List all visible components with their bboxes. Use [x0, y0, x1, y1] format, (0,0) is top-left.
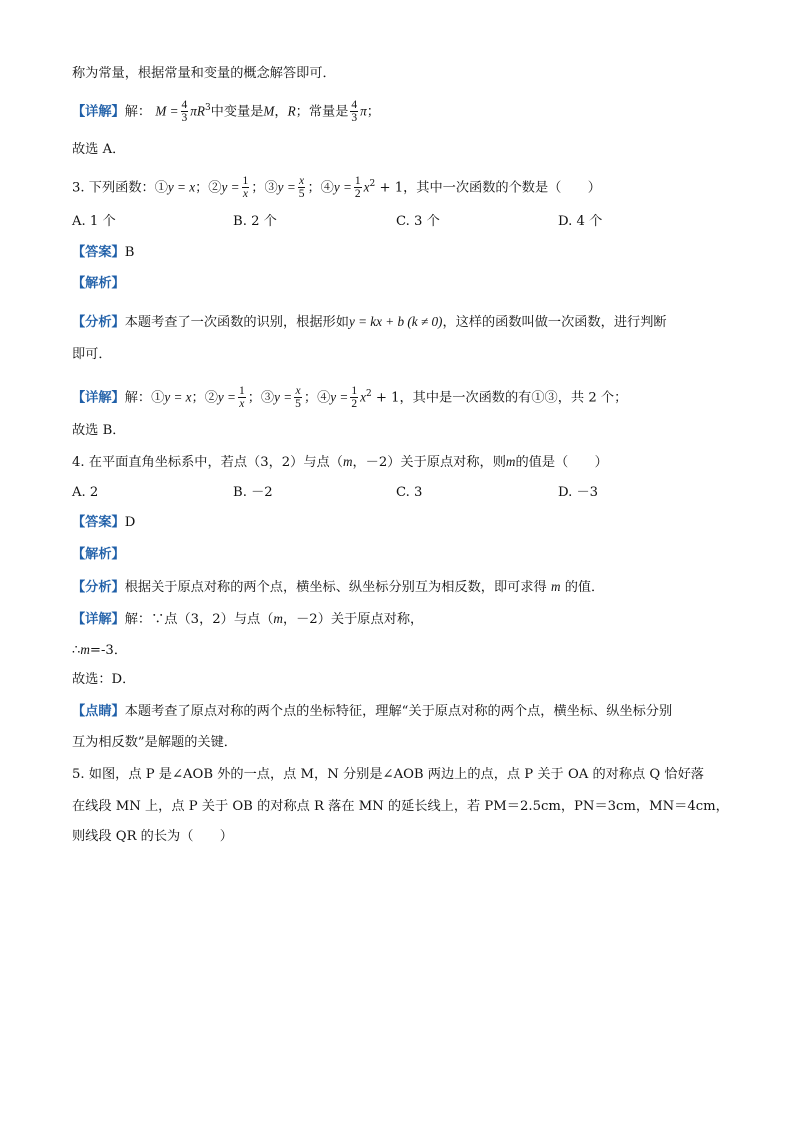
- q2-choose: 故选 A．: [72, 142, 126, 157]
- fenxi-tag: 【分析】: [72, 315, 125, 330]
- detail-function-2-lhs: y =: [217, 389, 236, 405]
- answer-tag: 【答案】: [72, 245, 125, 260]
- q5-line-1: 5. 如图，点 P 是∠AOB 外的一点，点 M，N 分别是∠AOB 两边上的点，点 P 关于 OA 的对称点 Q 恰好落: [72, 767, 704, 782]
- detail-function-2-fraction: [238, 385, 246, 410]
- q4-option-b: B. －2: [233, 485, 273, 500]
- q3-stem: [72, 174, 601, 200]
- q3-option-c: C. 3 个: [396, 214, 440, 229]
- fenxi-tag: 【分析】: [72, 580, 125, 595]
- q3-analysis: [72, 274, 125, 294]
- sep: ；④: [303, 390, 331, 406]
- detail-function-3-lhs: y =: [274, 389, 293, 405]
- q3-fenxi: [72, 312, 667, 333]
- q4-dianjing-cont: 互为相反数”是解题的关键．: [72, 735, 237, 750]
- numerator: x: [295, 385, 301, 398]
- variable-m: m: [80, 642, 90, 657]
- detail-function-4-lhs: y =: [330, 389, 349, 405]
- function-4-fraction: [354, 175, 362, 200]
- function-4-var: x: [363, 179, 370, 195]
- dianjing-text: 本题考查了原点对称的两个点的坐标特征，理解“关于原点对称的两个点，横坐标、纵坐标分别: [124, 704, 673, 719]
- numerator: 1: [354, 175, 361, 188]
- therefore-end: =-3．: [89, 643, 128, 658]
- q4-dianjing: [72, 702, 672, 722]
- detail-end: ，－2）关于原点对称，: [282, 612, 424, 627]
- exponent: 3: [204, 103, 211, 113]
- stem-end: 的值是（ ）: [515, 455, 608, 470]
- fenxi-text: 本题考查了一次函数的识别，根据形如: [124, 315, 349, 330]
- denominator: 3: [181, 112, 188, 125]
- answer-value: D: [124, 515, 136, 530]
- detail-function-4-fraction: [350, 385, 358, 410]
- denominator: 5: [298, 188, 305, 201]
- sep: ；②: [195, 180, 222, 196]
- q4-choose: 故选：D．: [72, 672, 136, 687]
- numerator: 4: [181, 99, 188, 112]
- detail-tag: 【详解】: [72, 612, 125, 627]
- sep: ；④: [307, 180, 334, 196]
- stem-suffix: ，其中一次函数的个数是（ ）: [403, 180, 601, 196]
- q3-option-b: B. 2 个: [233, 214, 277, 229]
- q3-detail: [72, 384, 627, 410]
- function-3-fraction: [298, 175, 306, 200]
- variable-m: M: [263, 103, 275, 119]
- q3-option-d: D. 4 个: [558, 214, 603, 229]
- q4-option-a: A. 2: [72, 485, 99, 500]
- stem-prefix: 3. 下列函数：①: [72, 180, 168, 196]
- variable-m: m: [342, 454, 353, 469]
- q4-analysis: [72, 545, 125, 565]
- const-text: ；常量是: [295, 104, 349, 120]
- q5-line-3: 则线段 QR 的长为（ ）: [72, 829, 233, 844]
- denominator: x: [242, 188, 248, 201]
- fenxi-text: 根据关于原点对称的两个点，横坐标、纵坐标分别互为相反数，即可求得: [124, 580, 547, 595]
- numerator: x: [299, 175, 305, 188]
- exponent: 2: [369, 179, 376, 189]
- numerator: 4: [351, 99, 358, 112]
- variable-m: m: [550, 579, 561, 594]
- formula-lhs: M =: [155, 103, 179, 119]
- sep: ；③: [251, 180, 278, 196]
- fraction: [181, 99, 189, 124]
- q4-fenxi: [72, 577, 604, 598]
- mid-text: 中变量是: [210, 104, 264, 120]
- detail-prefix: 解：①: [124, 390, 165, 406]
- detail-text: 解：∵点（3，2）与点（: [124, 612, 274, 627]
- analysis-tag: 【解析】: [72, 547, 125, 562]
- fenxi-formula: y = kx + b (k ≠ 0): [348, 314, 443, 329]
- function-4-tail: + 1: [375, 180, 404, 196]
- answer-tag: 【答案】: [72, 515, 125, 530]
- numerator: 1: [242, 175, 249, 188]
- fenxi-end: 的值．: [564, 580, 605, 595]
- function-2-fraction: [242, 175, 250, 200]
- variable-m: m: [273, 611, 283, 626]
- detail-suffix: ，其中是一次函数的有①③，共 2 个；: [399, 390, 628, 406]
- detail-prefix: 解：: [124, 104, 152, 120]
- q3-answer: [72, 243, 134, 263]
- numerator: 1: [238, 385, 245, 398]
- function-1: y = x: [167, 179, 196, 195]
- denominator: 2: [351, 398, 358, 411]
- q4-answer: [72, 513, 135, 533]
- exponent: 2: [365, 389, 372, 399]
- q2-detail-line: [72, 98, 380, 124]
- const-fraction: [350, 99, 358, 124]
- variable-m: m: [505, 454, 516, 469]
- function-4-lhs: y =: [333, 179, 352, 195]
- therefore-symbol: ∴: [72, 643, 81, 658]
- q4-therefore: [72, 640, 127, 661]
- numerator: 1: [351, 385, 358, 398]
- stem-mid: ，－2）关于原点对称，则: [352, 455, 506, 470]
- stem-text: 4. 在平面直角坐标系中，若点（3，2）与点（: [72, 455, 343, 470]
- detail-tag: 【详解】: [72, 104, 125, 120]
- function-3-lhs: y =: [277, 179, 296, 195]
- sep: ；③: [247, 390, 275, 406]
- pi-symbol: π: [360, 103, 367, 119]
- denominator: 5: [295, 398, 301, 411]
- sep: ；②: [191, 390, 218, 406]
- variable-r: R: [287, 103, 296, 119]
- analysis-tag: 【解析】: [72, 276, 125, 291]
- continuation-text: 称为常量，根据常量和变量的概念解答即可．: [72, 66, 336, 81]
- q4-stem: [72, 452, 608, 473]
- detail-function-4-var: x: [360, 389, 366, 405]
- end-punct: ；: [366, 104, 380, 120]
- formula-rest: πR: [190, 103, 205, 119]
- dianjing-tag: 【点睛】: [72, 704, 125, 719]
- q3-option-a: A. 1 个: [72, 214, 116, 229]
- q4-detail: [72, 609, 423, 630]
- detail-tag: 【详解】: [72, 390, 125, 406]
- q3-choose: 故选 B．: [72, 423, 126, 438]
- detail-function-4-tail: + 1: [371, 390, 400, 406]
- q4-option-c: C. 3: [396, 485, 423, 500]
- q5-line-2: 在线段 MN 上，点 P 关于 OB 的对称点 R 落在 MN 的延长线上，若 PM＝2.5cm，PN＝3cm，MN＝4cm，: [72, 799, 729, 814]
- fenxi-tail: ，这样的函数叫做一次函数，进行判断: [442, 315, 667, 330]
- function-2-lhs: y =: [221, 179, 240, 195]
- q3-fenxi-cont: 即可．: [72, 347, 112, 362]
- q4-option-d: D. －3: [558, 485, 599, 500]
- separator: ，: [274, 104, 288, 120]
- detail-function-3-fraction: [294, 385, 302, 410]
- answer-value: B: [124, 245, 135, 260]
- denominator: 3: [351, 112, 358, 125]
- denominator: x: [239, 398, 245, 411]
- denominator: 2: [354, 188, 361, 201]
- detail-function-1: y = x: [164, 389, 192, 405]
